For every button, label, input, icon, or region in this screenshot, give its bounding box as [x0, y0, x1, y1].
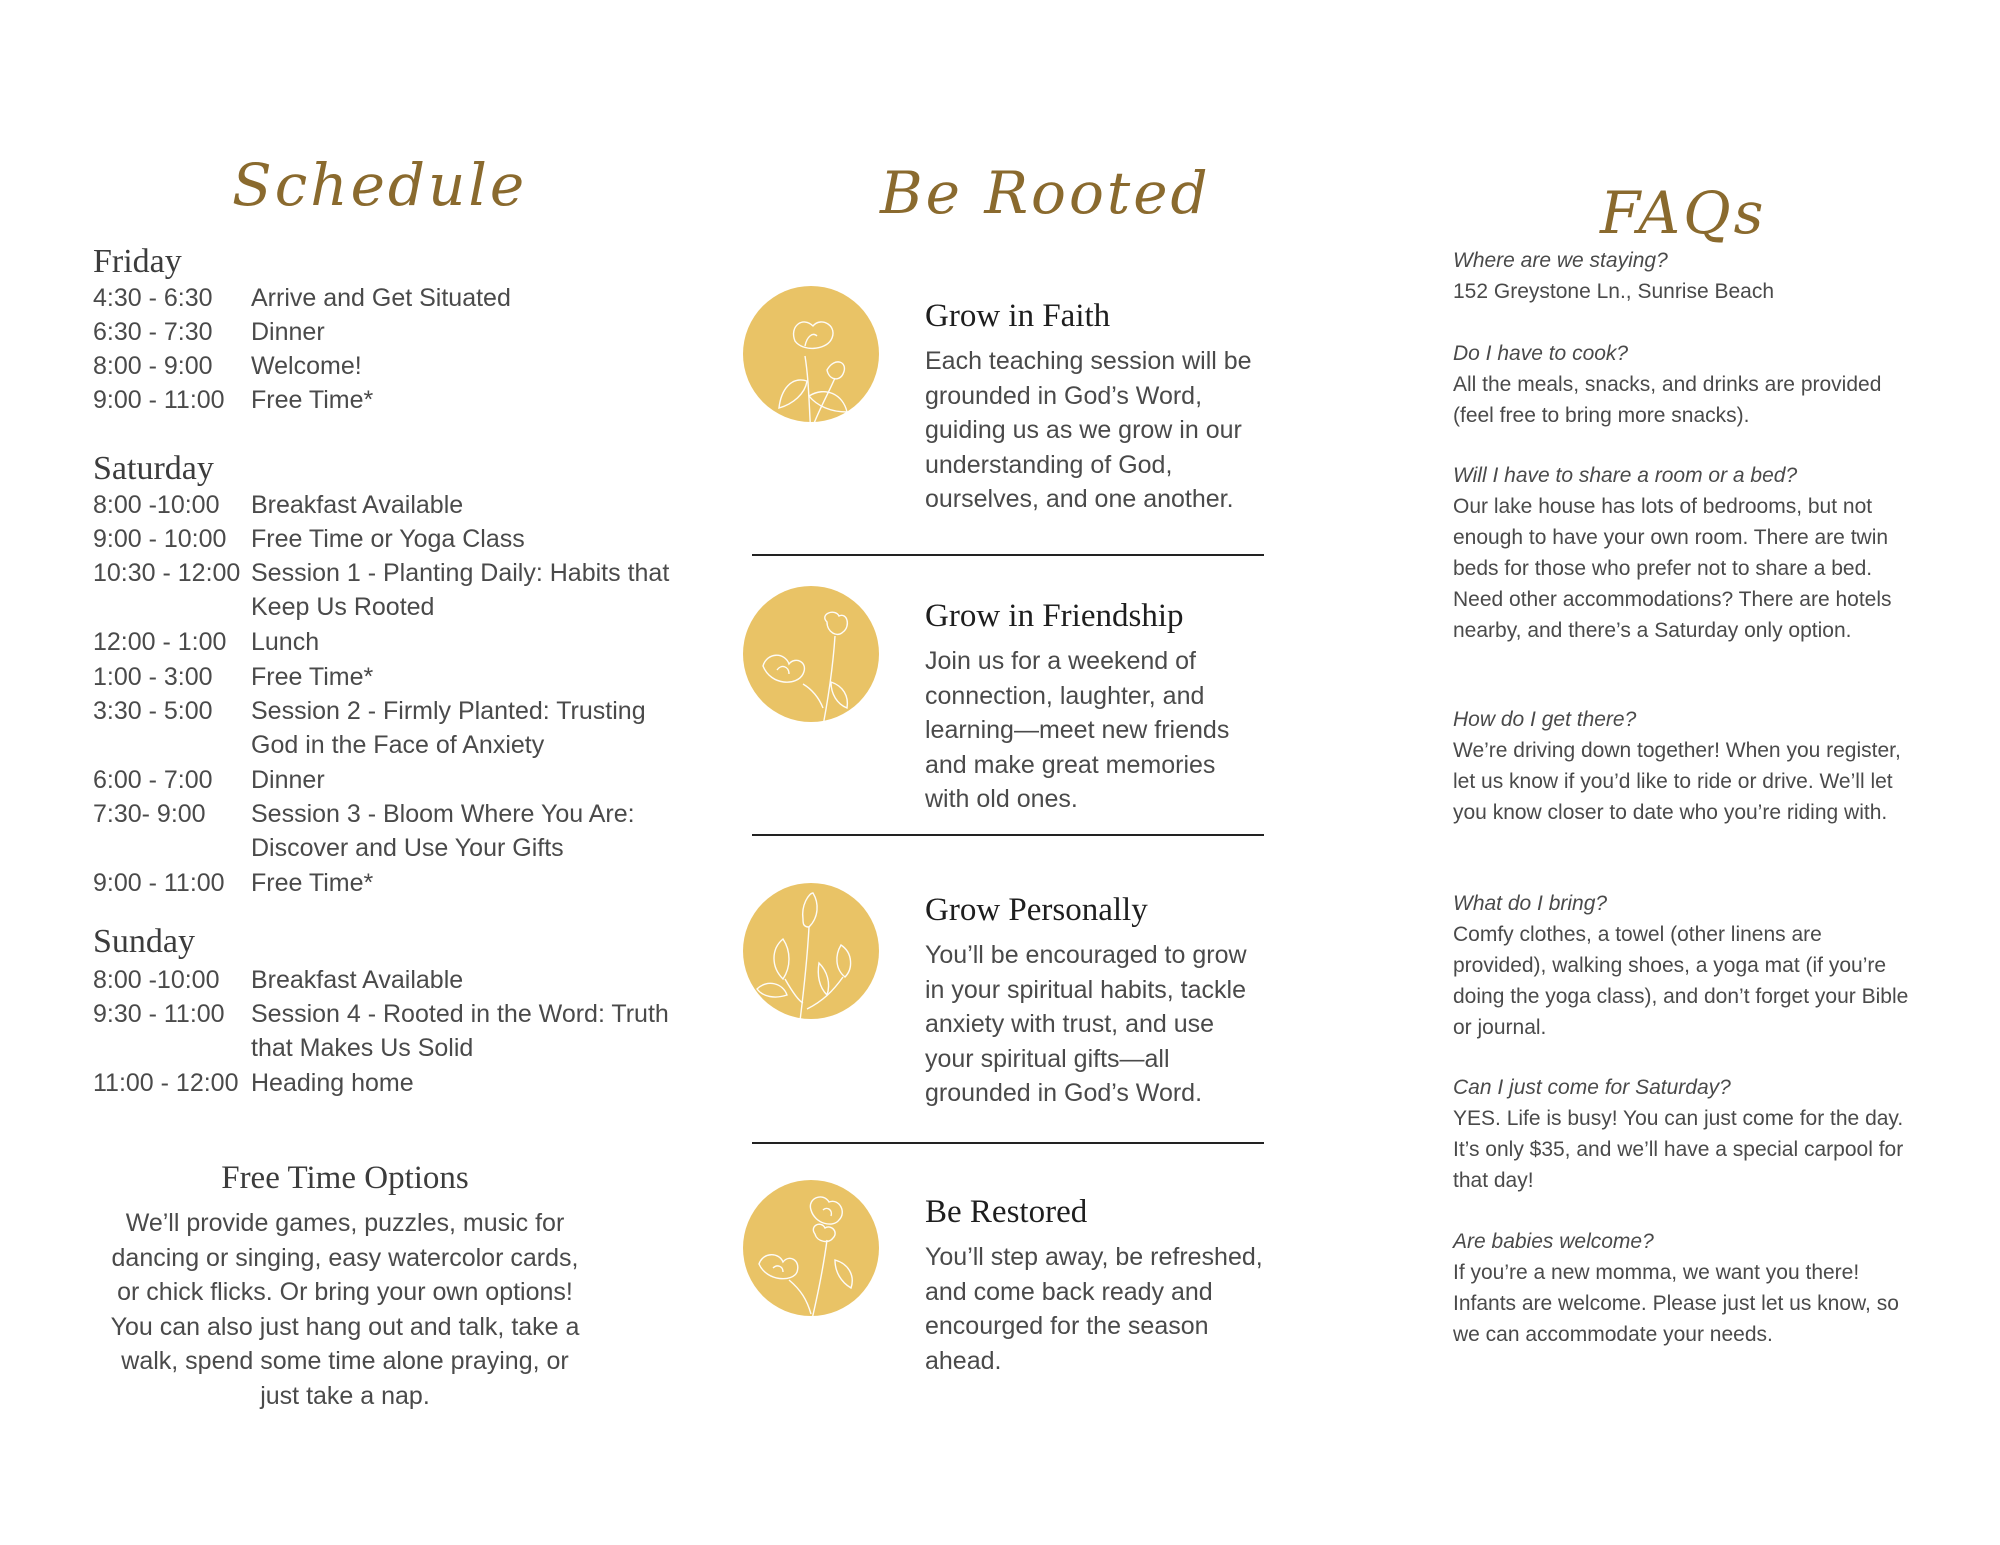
schedule-time: 1:00 - 3:00 — [93, 663, 213, 691]
schedule-time: 11:00 - 12:00 — [93, 1069, 239, 1097]
faq-question: Will I have to share a room or a bed? — [1453, 464, 1798, 487]
faq-answer: YES. Life is busy! You can just come for the day. It’s only $35, and we’ll have a special carpool for that day! — [1453, 1107, 1904, 1192]
schedule-time: 9:00 - 11:00 — [93, 386, 225, 414]
faq-answer: Comfy clothes, a towel (other linens are provided), walking shoes, a yoga mat (if you’re doing the yoga class), and don’t forget your Bible or journal. — [1453, 923, 1909, 1039]
schedule-time: 12:00 - 1:00 — [93, 628, 227, 656]
bouquet-flower-icon — [743, 1180, 879, 1316]
schedule-activity: Breakfast Available — [251, 491, 464, 519]
schedule-time: 3:30 - 5:00 — [93, 697, 213, 725]
faq-item — [1453, 1226, 1913, 1350]
schedule-activity: Free Time or Yoga Class — [251, 525, 525, 553]
faq-item — [1453, 704, 1913, 828]
faq-question: Are babies welcome? — [1453, 1230, 1654, 1253]
pillar-description: Join us for a weekend of connection, laughter, and learning—meet new friends and make great memories with old ones. — [925, 647, 1230, 813]
faq-item — [1453, 1072, 1913, 1196]
poppy-flower-icon — [743, 286, 879, 422]
pillar-title: Grow Personally — [925, 892, 1148, 928]
schedule-activity: Dinner — [251, 766, 325, 794]
pillar-description: You’ll step away, be refreshed, and come back ready and encourged for the season ahead. — [925, 1243, 1263, 1375]
schedule-time: 9:00 - 10:00 — [93, 525, 227, 553]
faq-question: Do I have to cook? — [1453, 342, 1629, 365]
day-title-sunday: Sunday — [93, 923, 195, 960]
schedule-activity: Breakfast Available — [251, 966, 464, 994]
faq-question: What do I bring? — [1453, 892, 1608, 915]
section-divider — [752, 1142, 1264, 1144]
bouquet-flower-icon — [743, 1180, 879, 1316]
schedule-time: 8:00 -10:00 — [93, 966, 220, 994]
free-time-body: We’ll provide games, puzzles, music for dancing or singing, easy watercolor cards, or chick flicks. Or bring your own options! You can also just hang out and talk, take a walk, spend some time alone praying, or just take a nap. — [110, 1209, 580, 1410]
section-divider — [752, 554, 1264, 556]
schedule-activity: Session 1 - Planting Daily: Habits that Keep Us Rooted — [251, 559, 670, 621]
schedule-time: 8:00 -10:00 — [93, 491, 220, 519]
schedule-time: 9:00 - 11:00 — [93, 869, 225, 897]
faq-question: Can I just come for Saturday? — [1453, 1076, 1731, 1099]
schedule-activity: Arrive and Get Situated — [251, 284, 511, 312]
pillar-title: Be Restored — [925, 1194, 1088, 1230]
day-title-saturday: Saturday — [93, 450, 214, 487]
faq-answer: Our lake house has lots of bedrooms, but not enough to have your own room. There are twin beds for those who prefer not to share a bed. Need other accommodations? There are hotels nearby, and there’s a Saturday only option. — [1453, 495, 1892, 642]
rose-flower-icon — [743, 586, 879, 722]
section-divider — [752, 834, 1264, 836]
pillar-title: Grow in Faith — [925, 298, 1111, 334]
tulip-flower-icon — [743, 883, 879, 1019]
faq-answer: We’re driving down together! When you register, let us know if you’d like to ride or drive. We’ll let you know closer to date who you’re riding with. — [1453, 739, 1901, 824]
faqs-title: FAQs — [1600, 178, 1767, 247]
tulip-flower-icon — [743, 883, 879, 1019]
rose-flower-icon — [743, 586, 879, 722]
schedule-activity: Heading home — [251, 1069, 414, 1097]
schedule-activity: Free Time* — [251, 869, 374, 897]
faq-answer: 152 Greystone Ln., Sunrise Beach — [1453, 280, 1775, 303]
faq-item — [1453, 245, 1913, 307]
schedule-time: 7:30- 9:00 — [93, 800, 206, 828]
poppy-flower-icon — [743, 286, 879, 422]
schedule-activity: Free Time* — [251, 386, 374, 414]
free-time-title: Free Time Options — [221, 1160, 469, 1196]
schedule-time: 10:30 - 12:00 — [93, 559, 241, 587]
faq-item — [1453, 460, 1913, 646]
pillar-description: Each teaching session will be grounded in God’s Word, guiding us as we grow in our understanding of God, ourselves, and one another. — [925, 347, 1252, 513]
faq-question: How do I get there? — [1453, 708, 1637, 731]
schedule-title: Schedule — [232, 150, 528, 219]
schedule-activity: Free Time* — [251, 663, 374, 691]
faq-item — [1453, 338, 1913, 431]
schedule-activity: Lunch — [251, 628, 320, 656]
be-rooted-title: Be Rooted — [880, 158, 1211, 227]
faq-answer: If you’re a new momma, we want you there! Infants are welcome. Please just let us know, so we can accommodate your needs. — [1453, 1261, 1899, 1346]
schedule-activity: Session 2 - Firmly Planted: Trusting God in the Face of Anxiety — [251, 697, 646, 759]
faq-item — [1453, 888, 1913, 1043]
schedule-activity: Welcome! — [251, 352, 362, 380]
schedule-time: 4:30 - 6:30 — [93, 284, 213, 312]
schedule-time: 6:00 - 7:00 — [93, 766, 213, 794]
faq-answer: All the meals, snacks, and drinks are provided (feel free to bring more snacks). — [1453, 373, 1882, 427]
faq-question: Where are we staying? — [1453, 249, 1668, 272]
schedule-activity: Dinner — [251, 318, 325, 346]
pillar-description: You’ll be encouraged to grow in your spiritual habits, tackle anxiety with trust, and use your spiritual gifts—all grounded in God’s Word. — [925, 941, 1247, 1107]
day-title-friday: Friday — [93, 243, 182, 280]
schedule-activity: Session 3 - Bloom Where You Are: Discover and Use Your Gifts — [251, 800, 635, 862]
schedule-activity: Session 4 - Rooted in the Word: Truth that Makes Us Solid — [251, 1000, 669, 1062]
schedule-time: 8:00 - 9:00 — [93, 352, 213, 380]
schedule-time: 9:30 - 11:00 — [93, 1000, 225, 1028]
schedule-time: 6:30 - 7:30 — [93, 318, 213, 346]
pillar-title: Grow in Friendship — [925, 598, 1184, 634]
